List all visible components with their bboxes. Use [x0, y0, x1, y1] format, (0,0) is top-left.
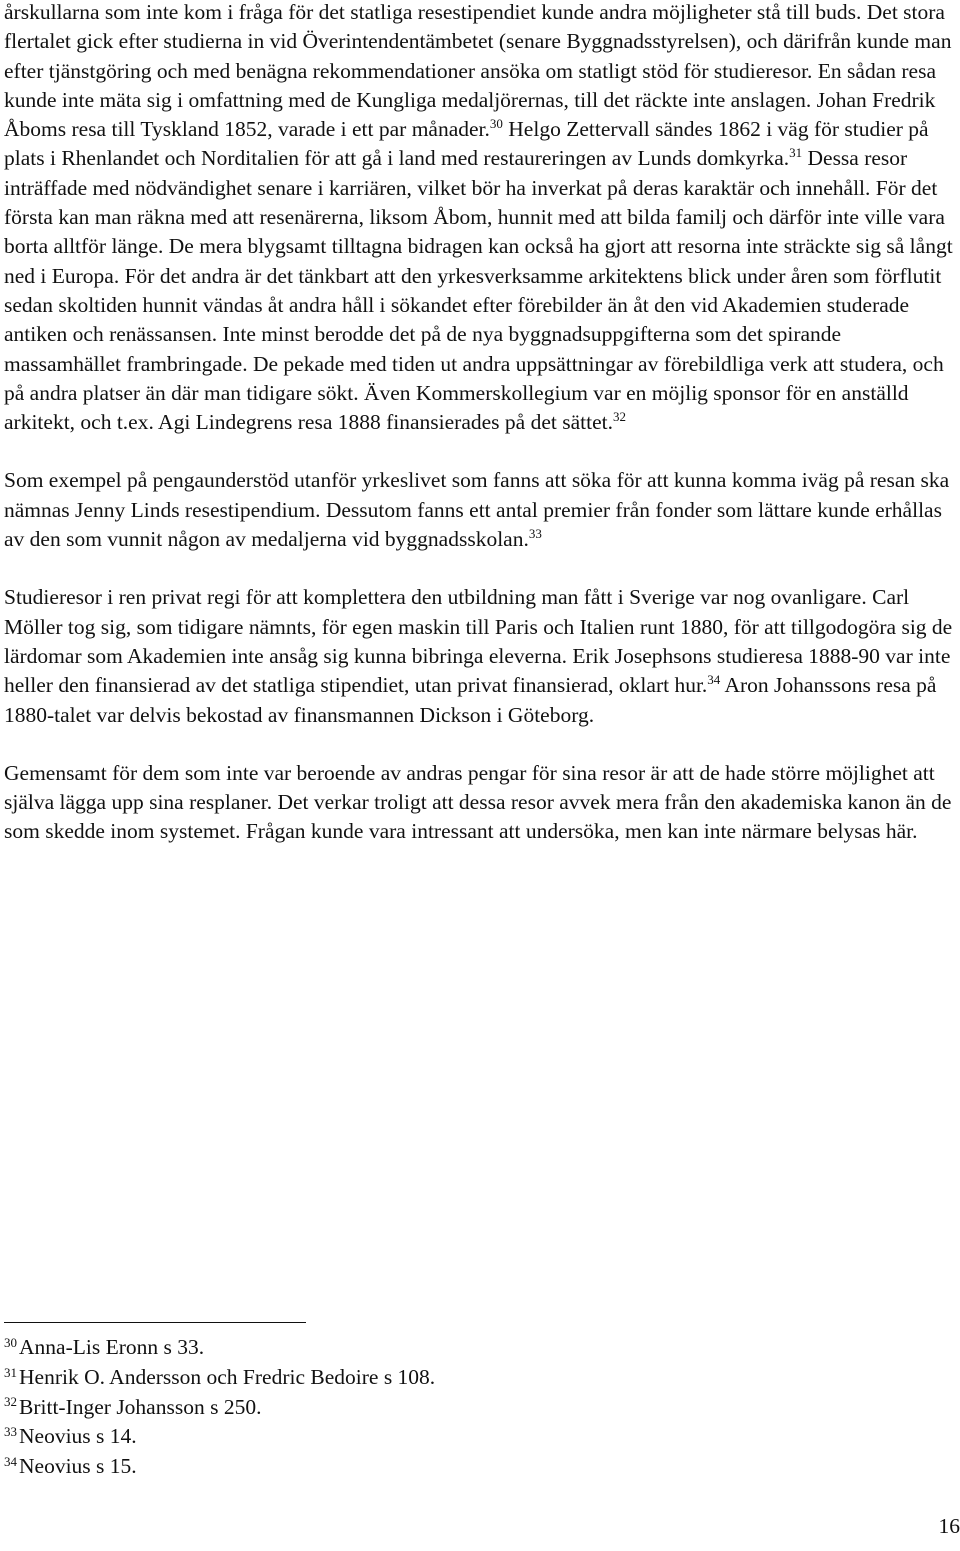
paragraph-4: [4, 759, 956, 847]
paragraph-text: Som exempel på pengaunderstöd utanför yrkeslivet som fanns att söka för att kunna komma iväg på resan ska nämnas Jenny Linds resestipendium. Dessutom fanns ett antal premier från fonder som lättare kunde erhållas av den som vunnit någon av medaljerna vid byggnadsskolan.: [4, 468, 950, 552]
footnote-ref-34[interactable]: 34: [707, 672, 721, 688]
page-number: 16: [938, 1514, 960, 1538]
paragraph-3: [4, 583, 956, 729]
body-text: [4, 0, 956, 847]
footnote-ref-31[interactable]: 31: [789, 145, 803, 161]
paragraph-text: Helgo Zettervall sändes 1862 i väg för studier på plats i Rhenlandet och Norditalien för att gå i land med restaureringen av Lunds domkyrka.: [4, 117, 929, 171]
footnote-number: 34: [4, 1454, 17, 1470]
paragraph-text: årskullarna som inte kom i fråga för det statliga resestipendiet kunde andra möjligheter stå till buds. Det stora flertalet gick efter studierna in vid Överintendentämbetet (senare Byggnadsstyrelsen), och därifrån kunde man efter tjänstgöring och med benägna rekommendationer ansöka om statligt stöd för studieresor. En sådan resa kunde inte mäta sig i omfattning med de Kungliga medaljörernas, till det räckte inte anslagen. Johan Fredrik Åboms resa till Tyskland 1852, varade i ett par månader.: [4, 0, 952, 142]
paragraph-text: Aron Johanssons resa på 1880-talet var delvis bekostad av finansmannen Dickson i Göteborg.: [4, 673, 937, 727]
footnote-34: [4, 1452, 904, 1482]
paragraph-text: Gemensamt för dem som inte var beroende av andras pengar för sina resor är att de hade större möjlighet att själva lägga upp sina resplaner. Det verkar troligt att dessa resor avvek mera från den akademiska kanon än de som skedde inom systemet. Frågan kunde vara intressant att undersöka, men kan inte närmare belysas här.: [4, 760, 952, 844]
footnotes: [4, 1333, 904, 1482]
footnote-30: [4, 1333, 904, 1363]
footnote-31: [4, 1363, 904, 1393]
paragraph-2: [4, 466, 956, 554]
footnote-ref-33[interactable]: 33: [528, 526, 542, 541]
paragraph-text: Studieresor i ren privat regi för att komplettera den utbildning man fått i Sverige var nog ovanligare. Carl Möller tog sig, som tidigare nämnts, för egen maskin till Paris och Italien runt 1880, för att tillgodogöra sig de lärdomar som Akademien inte ansåg sig kunna bibringa eleverna. Erik Josephsons studieresa 1888-90 var inte heller den finansierad av det statliga stipendiet, utan privat finansierad, oklart hur.: [4, 585, 953, 698]
footnote-text: Britt-Inger Johansson s 250.: [19, 1394, 262, 1419]
footnote-number: 33: [4, 1424, 17, 1440]
footnote-ref-32[interactable]: 32: [612, 409, 626, 425]
footnote-32: [4, 1393, 904, 1423]
footnote-text: Neovius s 15.: [19, 1454, 137, 1479]
paragraph-text: Dessa resor inträffade med nödvändighet senare i karriären, vilket bör ha inverkat på deras karaktär och innehåll. För det första kan man räkna med att resenärerna, liksom Åbom, hunnit med att bilda familj och därför inte ville vara borta alltför länge. De mera blygsamt tilltagna bidragen kan också ha gjort att resorna inte sträckte sig så långt ned i Europa. För det andra är det tänkbart att den yrkesverksamme arkitektens blick under åren som förflutit sedan skoltiden hunnit vändas åt andra håll i sökandet efter förebilder än åt den vid Akademien studerade antiken och renässansen. Inte minst berodde det på de nya byggnadsuppgifterna som det spirande massamhället frambringade. De pekade med tiden ut andra uppsättningar av förebildliga verk att studera, och på andra platser än där man tidigare sökt. Även Kommerskollegium var en möjlig sponsor för en anställd arkitekt, och t.ex. Agi Lindegrens resa 1888 finansierades på det sättet.: [4, 146, 953, 435]
footnote-number: 30: [4, 1334, 17, 1350]
footnote-number: 32: [4, 1394, 17, 1410]
footnote-text: Neovius s 14.: [19, 1424, 137, 1449]
footnote-ref-30[interactable]: 30: [489, 116, 503, 132]
footnote-text: Anna-Lis Eronn s 33.: [19, 1335, 205, 1359]
paragraph-1: [4, 0, 956, 437]
footnote-text: Henrik O. Andersson och Fredric Bedoire s 108.: [19, 1364, 436, 1389]
footnote-number: 31: [4, 1364, 17, 1380]
footnote-33: [4, 1422, 904, 1452]
footnote-separator: [4, 1322, 306, 1323]
